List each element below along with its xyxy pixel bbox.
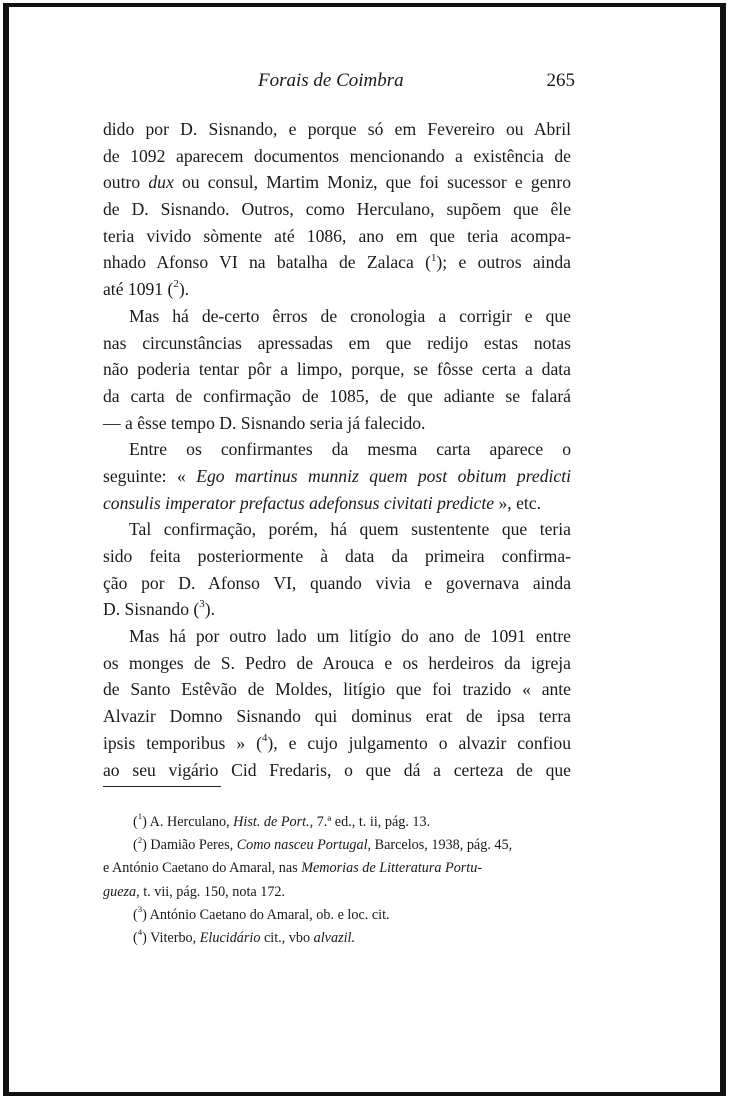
footnote-3: ($^3$) António Caetano do Amaral, ob. e loc. cit.	[133, 904, 390, 923]
text-line: ipsis temporibus » ($^4$), e cujo julgamento o alvazir confiou	[103, 731, 571, 753]
text-line: de D. Sisnando. Outros, como Herculano, supõem que êle	[103, 199, 571, 220]
text-line: Tal confirmação, porém, há quem sustentente que teria	[129, 519, 571, 540]
text-line: sido feita posteriormente à data da primeira confirma-	[103, 546, 571, 566]
text-line: Mas há por outro lado um litígio do ano de 1091 entre	[129, 626, 571, 647]
footnote-ref: 4	[261, 731, 268, 744]
text-line: seguinte: « Ego martinus munniz quem post obitum predicti	[103, 465, 571, 486]
text-line: dido por D. Sisnando, e porque só em Fevereiro ou Abril	[103, 119, 571, 139]
page-number: 265	[546, 70, 575, 91]
footnote-1: ($^1$) A. Herculano, Hist. de Port., 7.ª ed., t. ii, pág. 13.	[133, 811, 431, 830]
latin-quote: Ego martinus munniz quem post obitum predicti	[196, 465, 571, 486]
latin-quote: consulis imperator prefactus adefonsus civitati predicte	[103, 492, 495, 513]
footnote-divider	[103, 786, 221, 787]
footnote-ref: 1	[430, 251, 437, 264]
footnote-2: ($^2$) Damião Peres, Como nasceu Portugal, Barcelos, 1938, pág. 45,	[133, 834, 513, 854]
text-line: nas circunstâncias apressadas em que redijo estas notas	[103, 332, 571, 353]
text-line: Alvazir Domno Sisnando qui dominus erat de ipsa terra	[103, 706, 571, 727]
text-line: Mas há de-certo êrros de cronologia a corrigir e que	[129, 305, 571, 326]
text-line: D. Sisnando ($^3$).	[103, 598, 215, 620]
text-line: — a êsse tempo D. Sisnando seria já falecido.	[103, 412, 426, 433]
text-line: ao seu vigário Cid Fredaris, o que dá a certeza de que	[103, 759, 571, 780]
footnote-ref: 3	[199, 598, 205, 611]
text-line: outro dux ou consul, Martim Moniz, que foi sucessor e genro	[103, 172, 571, 193]
footnote-ref: 2	[173, 278, 179, 291]
footnotes	[103, 811, 571, 950]
text-line: de Santo Estêvão de Moldes, litígio que foi trazido « ante	[103, 679, 571, 700]
text-line: consulis imperator prefactus adefonsus civitati predicte », etc.	[103, 492, 541, 513]
text-line: Entre os confirmantes da mesma carta aparece o	[129, 439, 571, 460]
text-line: da carta de confirmação de 1085, de que adiante se falará	[103, 385, 571, 406]
text-line: de 1092 aparecem documentos mencionando a existência de	[103, 145, 571, 166]
text-line: teria vivido sòmente até 1086, ano em que teria acompa-	[103, 225, 571, 246]
footnote-2-cont: gueza, t. vii, pág. 150, nota 172.	[103, 883, 286, 900]
text-line: nhado Afonso VI na batalha de Zalaca ($^1$); e outros ainda	[103, 251, 571, 273]
latin-term: dux	[148, 172, 174, 193]
footnote-4: ($^4$) Viterbo, Elucidário cit., vbo alvazil.	[133, 927, 356, 946]
running-title: Forais de Coimbra	[258, 70, 404, 91]
body-text	[103, 116, 571, 783]
footnote-2-cont: e António Caetano do Amaral, nas Memorias de Litteratura Portu-	[103, 860, 483, 877]
text-line: os monges de S. Pedro de Arouca e os herdeiros da igreja	[103, 652, 571, 673]
text-line: ção por D. Afonso VI, quando vivia e governava ainda	[103, 572, 571, 593]
text-line: até 1091 ($^2$).	[103, 278, 190, 300]
text-line: não poderia tentar pôr a limpo, porque, se fôsse certa a data	[103, 359, 571, 380]
